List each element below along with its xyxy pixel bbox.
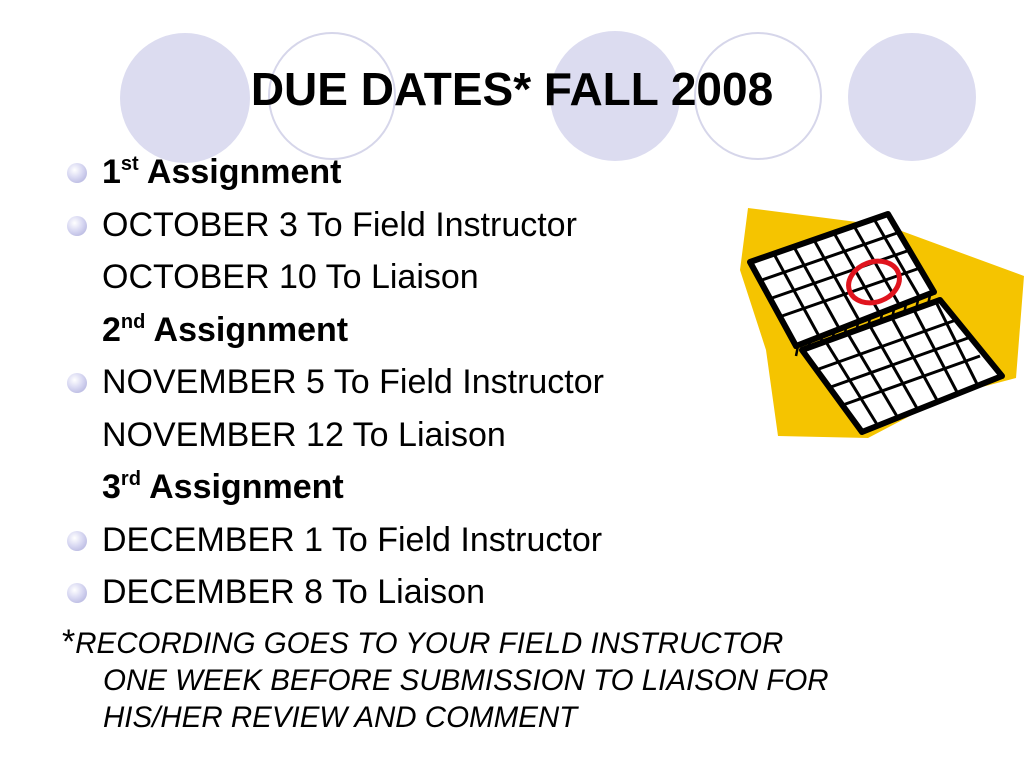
bullet-icon [67,531,87,551]
footnote-line-3: HIS/HER REVIEW AND COMMENT [103,701,578,734]
bullet-icon [67,163,87,183]
item-text-rest: Assignment [145,310,349,349]
list-item [64,306,964,359]
item-text: 2 [102,310,121,349]
list-item [64,463,964,516]
slide-title: DUE DATES* FALL 2008 [250,63,774,115]
bullet-icon [67,216,87,236]
item-superscript: nd [120,310,146,333]
item-text: 1 [102,153,121,191]
list-item [64,568,964,621]
list-item [64,516,964,569]
item-text: OCTOBER 10 To Liaison [102,258,479,296]
item-text-rest: Assignment [140,468,344,506]
list-item [64,253,964,306]
list-item [64,411,964,464]
footnote-line-2: ONE WEEK BEFORE SUBMISSION TO LIAISON FOR [103,664,829,697]
footnote-asterisk: * [62,623,76,661]
item-superscript: rd [120,468,141,490]
item-text-rest: Assignment [138,153,342,191]
footnote [62,624,982,736]
list-item [64,358,964,411]
bullet-list [64,148,964,621]
item-superscript: st [120,153,139,175]
bullet-icon [67,373,87,393]
item-text: 3 [102,468,121,506]
footnote-text: RECORDING GOES TO YOUR FIELD INSTRUCTOR [75,627,784,660]
item-text: NOVEMBER 5 To Field Instructor [102,363,604,401]
list-item [64,148,964,201]
item-text: DECEMBER 8 To Liaison [102,573,485,611]
bullet-icon [67,583,87,603]
list-item [64,201,964,254]
item-text: NOVEMBER 12 To Liaison [102,415,506,454]
item-text: DECEMBER 1 To Field Instructor [102,520,603,559]
footnote-line-1 [62,624,982,662]
item-text: OCTOBER 3 To Field Instructor [102,205,577,244]
